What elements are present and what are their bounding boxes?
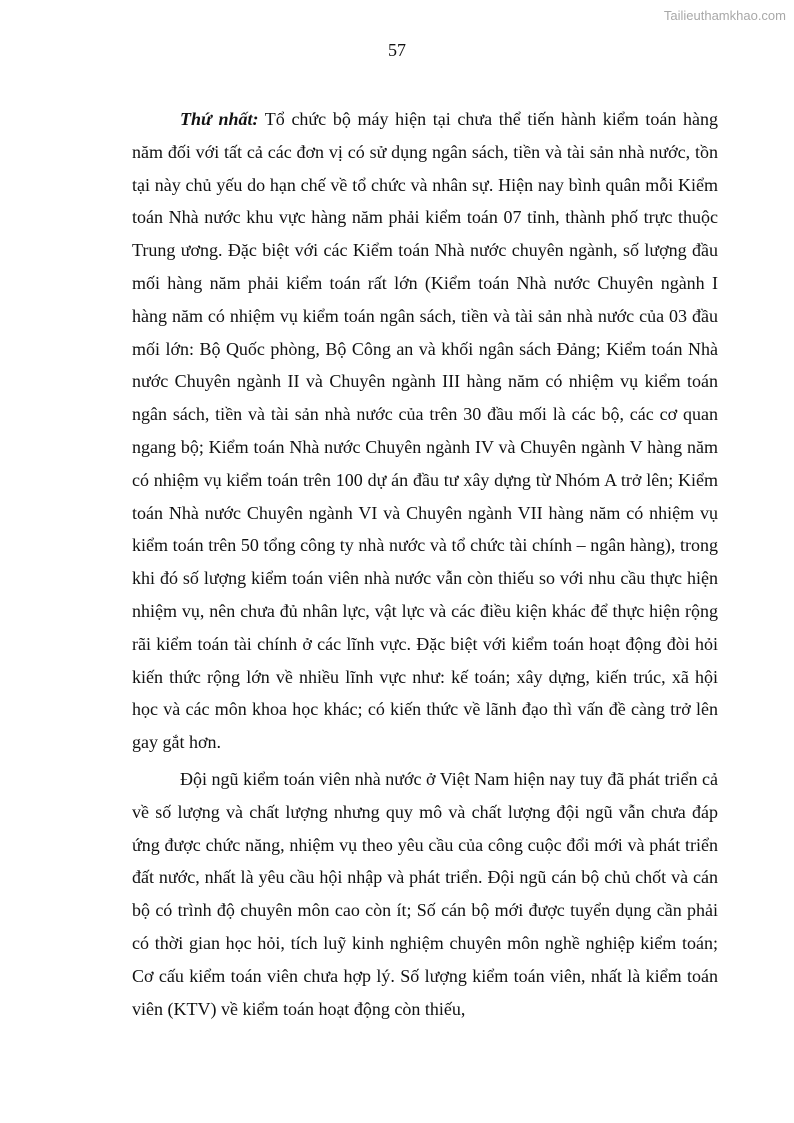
document-body <box>132 103 718 1025</box>
watermark: Tailieuthamkhao.com <box>663 8 786 23</box>
page-number: 57 <box>388 40 406 60</box>
paragraph-2-text: Đội ngũ kiểm toán viên nhà nước ở Việt Nam hiện nay tuy đã phát triển cả về số lượng và chất lượng nhưng quy mô và chất lượng đội ngũ vẫn chưa đáp ứng được chức năng, nhiệm vụ theo yêu cầu của công cuộc đổi mới và phát triển đất nước, nhất là yêu cầu hội nhập và phát triển. Đội ngũ cán bộ chủ chốt và cán bộ có trình độ chuyên môn cao còn ít; Số cán bộ mới được tuyển dụng cần phải có thời gian học hỏi, tích luỹ kinh nghiệm chuyên môn nghề nghiệp kiểm toán; Cơ cấu kiểm toán viên chưa hợp lý. Số lượng kiểm toán viên, nhất là kiểm toán viên (KTV) về kiểm toán hoạt động còn thiếu, <box>132 768 718 1019</box>
paragraph-1 <box>132 103 718 759</box>
paragraph-1-text: Tổ chức bộ máy hiện tại chưa thể tiến hành kiểm toán hàng năm đối với tất cả các đơn vị có sử dụng ngân sách, tiền và tài sản nhà nước, tồn tại này chủ yếu do hạn chế về tổ chức và nhân sự. Hiện nay bình quân mỗi Kiểm toán Nhà nước khu vực hàng năm phải kiểm toán 07 tỉnh, thành phố trực thuộc Trung ương. Đặc biệt với các Kiểm toán Nhà nước chuyên ngành, số lượng đầu mối hàng năm phải kiểm toán rất lớn (Kiểm toán Nhà nước Chuyên ngành I hàng năm có nhiệm vụ kiểm toán ngân sách, tiền và tài sản nhà nước của 03 đầu mối lớn: Bộ Quốc phòng, Bộ Công an và khối ngân sách Đảng; Kiểm toán Nhà nước Chuyên ngành II và Chuyên ngành III hàng năm có nhiệm vụ kiểm toán ngân sách, tiền và tài sản nhà nước của trên 30 đầu mối là các bộ, các cơ quan ngang bộ; Kiểm toán Nhà nước Chuyên ngành IV và Chuyên ngành V hàng năm có nhiệm vụ kiểm toán trên 100 dự án đầu tư xây dựng từ Nhóm A trở lên; Kiểm toán Nhà nước Chuyên ngành VI và Chuyên ngành VII hàng năm có nhiệm vụ kiểm toán trên 50 tổng công ty nhà nước và tổ chức tài chính – ngân hàng), trong khi đó số lượng kiểm toán viên nhà nước vẫn còn thiếu so với nhu cầu thực hiện nhiệm vụ, nên chưa đủ nhân lực, vật lực và các điều kiện khác để thực hiện rộng rãi kiểm toán tài chính ở các lĩnh vực. Đặc biệt với kiểm toán hoạt động đòi hỏi kiến thức rộng lớn về nhiều lĩnh vực như: kế toán; xây dựng, kiến trúc, xã hội học và các môn khoa học khác; có kiến thức về lãnh đạo thì vấn đề càng trở lên gay gắt hơn. <box>132 109 718 753</box>
paragraph-2 <box>132 763 718 1025</box>
paragraph-1-lead: Thứ nhất: <box>180 109 259 129</box>
